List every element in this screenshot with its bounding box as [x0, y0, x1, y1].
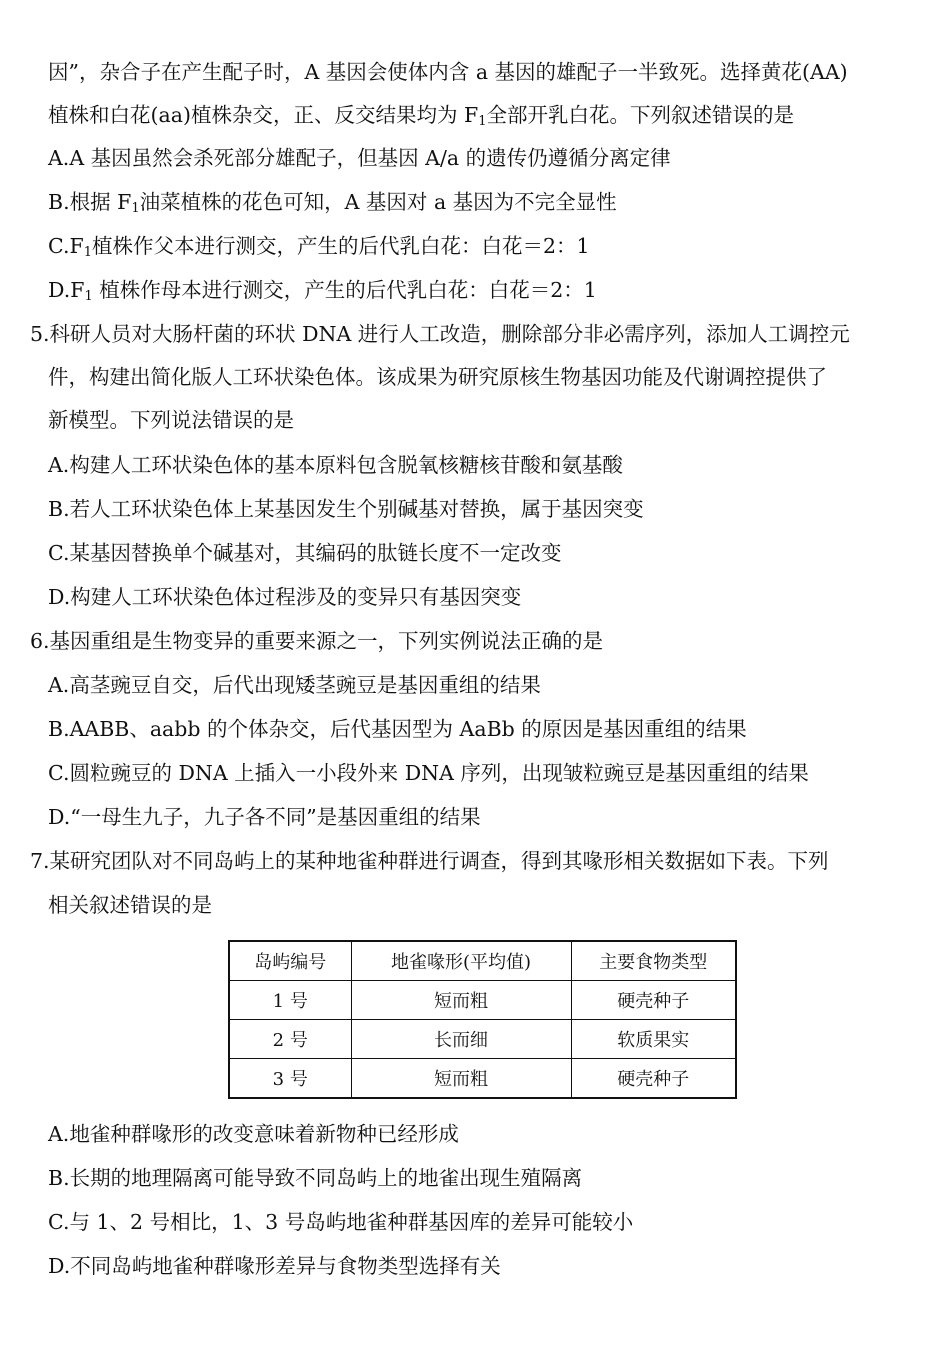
q5-option-a: A.构建人工环状染色体的基本原料包含脱氧核糖核苷酸和氨基酸 [48, 453, 623, 477]
q4-option-d-post: 植株作母本进行测交，产生的后代乳白花：白花＝2：1 [92, 278, 597, 302]
table-cell: 2 号 [229, 1020, 351, 1059]
q4-option-d-pre: D.F [48, 278, 85, 302]
q7-option-c: C.与 1、2 号相比，1、3 号岛屿地雀种群基因库的差异可能较小 [48, 1210, 634, 1234]
q4-stem-line-1: 因”，杂合子在产生配子时，A 基因会使体内含 a 基因的雄配子一半致死。选择黄花(AA) [48, 60, 848, 84]
table-cell: 短而粗 [351, 981, 571, 1020]
q4-stem-text-b: 全部开乳白花。下列叙述错误的是 [486, 103, 794, 127]
q4-stem-line-2 [48, 101, 794, 129]
q5-stem-line-1: 5.科研人员对大肠杆菌的环状 DNA 进行人工改造，删除部分非必需序列，添加人工调控元 [30, 322, 850, 346]
q4-option-c-pre: C.F [48, 234, 84, 258]
q5-stem-line-3: 新模型。下列说法错误的是 [48, 408, 294, 432]
q7-option-d: D.不同岛屿地雀种群喙形差异与食物类型选择有关 [48, 1254, 501, 1278]
table-cell: 硬壳种子 [571, 981, 736, 1020]
table-cell: 1 号 [229, 981, 351, 1020]
q4-option-b-post: 油菜植株的花色可知，A 基因对 a 基因为不完全显性 [139, 190, 617, 214]
q4-option-d-sub: 1 [84, 289, 93, 304]
table-cell: 软质果实 [571, 1020, 736, 1059]
q7-stem-line-2: 相关叙述错误的是 [48, 893, 212, 917]
q7-option-b: B.长期的地理隔离可能导致不同岛屿上的地雀出现生殖隔离 [48, 1166, 583, 1190]
q4-option-c-sub: 1 [83, 245, 92, 260]
table-row [229, 1020, 736, 1059]
table-cell: 长而细 [351, 1020, 571, 1059]
header-food-type: 主要食物类型 [571, 941, 736, 981]
q5-option-b: B.若人工环状染色体上某基因发生个别碱基对替换，属于基因突变 [48, 497, 644, 521]
q6-option-d: D.“一母生九子，九子各不同”是基因重组的结果 [48, 805, 481, 829]
q6-stem-line-1: 6.基因重组是生物变异的重要来源之一，下列实例说法正确的是 [30, 629, 604, 653]
q5-option-d: D.构建人工环状染色体过程涉及的变异只有基因突变 [48, 585, 522, 609]
q6-option-a: A.高茎豌豆自交，后代出现矮茎豌豆是基因重组的结果 [48, 673, 541, 697]
q6-option-b: B.AABB、aabb 的个体杂交，后代基因型为 AaBb 的原因是基因重组的结果 [48, 717, 747, 741]
q4-option-c [48, 232, 590, 260]
beak-shape-table [228, 940, 737, 1099]
q4-option-b [48, 188, 617, 216]
header-island-number: 岛屿编号 [229, 941, 351, 981]
table-header-row [229, 941, 736, 981]
q5-stem-line-2: 件，构建出简化版人工环状染色体。该成果为研究原核生物基因功能及代谢调控提供了 [48, 365, 827, 389]
q4-option-a: A.A 基因虽然会杀死部分雄配子，但基因 A/a 的遗传仍遵循分离定律 [48, 146, 671, 170]
q4-stem-text-a: 植株和白花(aa)植株杂交，正、反交结果均为 F [48, 103, 479, 127]
q5-option-c: C.某基因替换单个碱基对，其编码的肽链长度不一定改变 [48, 541, 562, 565]
q7-stem-line-1: 7.某研究团队对不同岛屿上的某种地雀种群进行调查，得到其喙形相关数据如下表。下列 [30, 849, 829, 873]
table-cell: 短而粗 [351, 1059, 571, 1099]
q4-option-b-pre: B.根据 F [48, 190, 132, 214]
table-cell: 3 号 [229, 1059, 351, 1099]
q4-option-b-sub: 1 [131, 201, 140, 216]
q4-stem-subscript: 1 [478, 114, 487, 129]
header-beak-shape: 地雀喙形(平均值) [351, 941, 571, 981]
table-cell: 硬壳种子 [571, 1059, 736, 1099]
table-row [229, 1059, 736, 1099]
q6-option-c: C.圆粒豌豆的 DNA 上插入一小段外来 DNA 序列，出现皱粒豌豆是基因重组的结果 [48, 761, 809, 785]
q4-option-c-post: 植株作父本进行测交，产生的后代乳白花：白花＝2：1 [91, 234, 590, 258]
q7-option-a: A.地雀种群喙形的改变意味着新物种已经形成 [48, 1122, 459, 1146]
q4-option-d [48, 276, 597, 304]
table-row [229, 981, 736, 1020]
